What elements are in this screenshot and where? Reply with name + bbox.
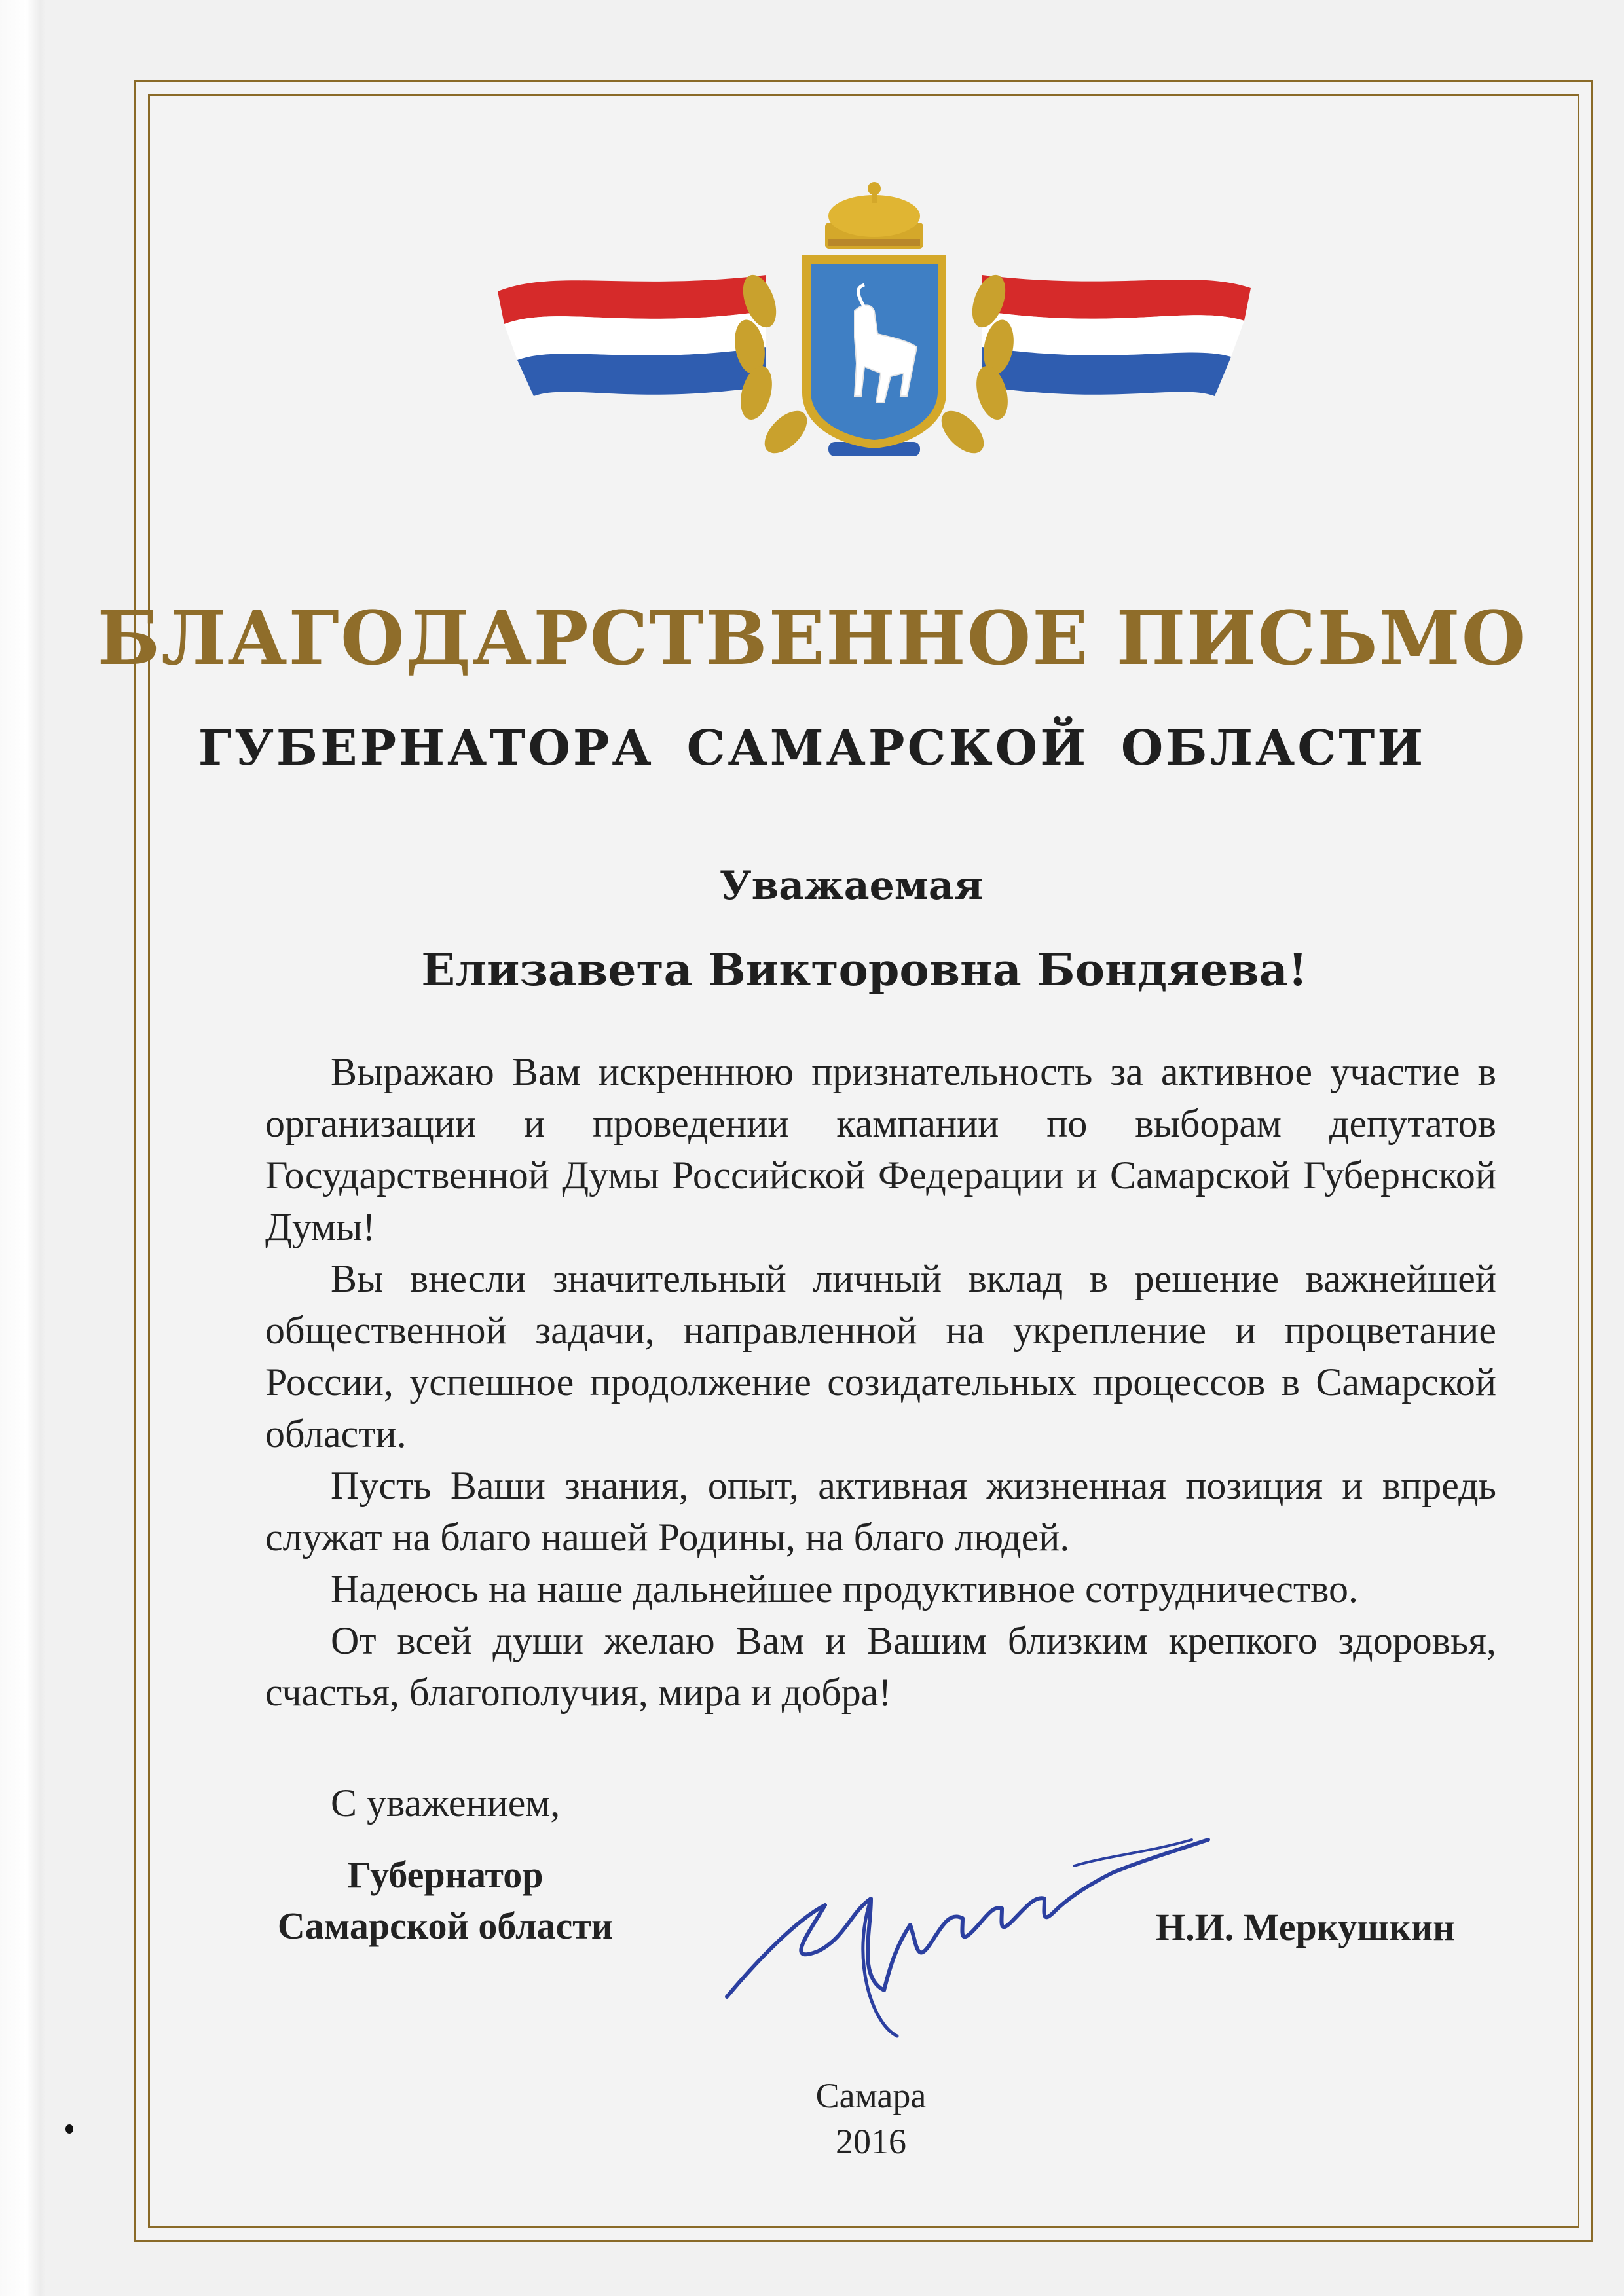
paragraph: Вы внесли значительный личный вклад в решение важнейшей общественной задачи, направленной на укрепление и процветание России, успешное продолжение созидательных процессов в Самарской области.: [265, 1257, 1496, 1455]
paragraph: Надеюсь на наше дальнейшее продуктивное сотрудничество.: [331, 1567, 1358, 1611]
paragraph: От всей души желаю Вам и Вашим близким крепкого здоровья, счастья, благополучия, мира и добра!: [265, 1619, 1496, 1714]
samara-coat-of-arms-emblem: [498, 177, 1251, 491]
paragraph: Выражаю Вам искреннюю признательность за активное участие в организации и проведении кампании по выборам депутатов Государственной Думы Российской Федерации и Самарской Губернской Думы!: [265, 1050, 1496, 1248]
crown-icon: [825, 182, 923, 249]
signer-title-line-1: Губернатор: [347, 1853, 544, 1896]
page-edge: [0, 0, 46, 2296]
document-title: БЛАГОДАРСТВЕННОЕ ПИСЬМО: [97, 596, 1527, 682]
city: Самара: [815, 2076, 927, 2115]
document-subtitle: ГУБЕРНАТОРА САМАРСКОЙ ОБЛАСТИ: [198, 720, 1426, 776]
handwritten-signature: [720, 1827, 1218, 2043]
recipient-name: Елизавета Викторовна Бондяева!: [421, 944, 1308, 996]
year: 2016: [836, 2122, 906, 2161]
scan-speck: [65, 2124, 73, 2134]
signer-name: Н.И. Меркушкин: [1156, 1906, 1455, 1948]
flag-ribbon-right: [982, 275, 1251, 396]
salutation: Уважаемая: [719, 863, 984, 909]
signer-title-line-2: Самарской области: [277, 1904, 614, 1947]
flag-ribbon-left: [498, 275, 766, 396]
paragraph: Пусть Ваши знания, опыт, активная жизненная позиция и впредь служат на благо нашей Родины, на благо людей.: [265, 1464, 1496, 1559]
closing-phrase: С уважением,: [331, 1781, 561, 1825]
letter-body: [265, 1046, 1496, 1719]
